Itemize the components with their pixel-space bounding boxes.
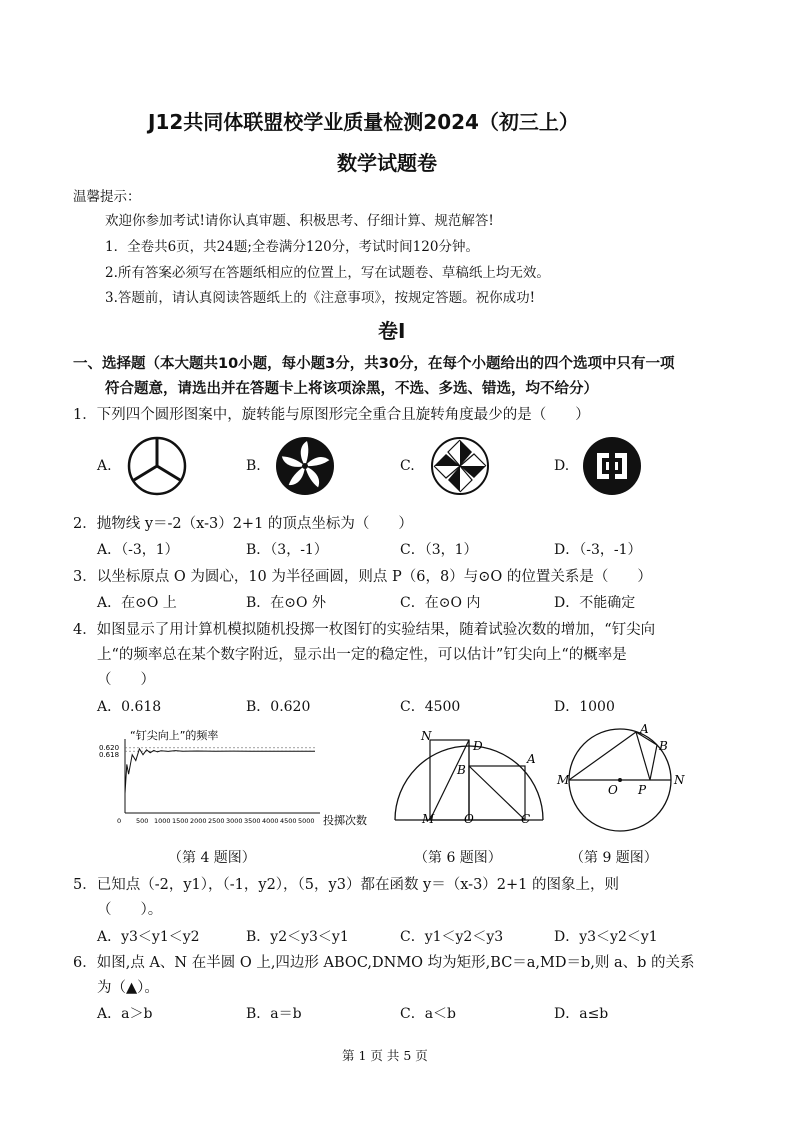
label-m: M — [557, 773, 570, 787]
q5-option-d: D．y3＜y2＜y1 — [554, 929, 658, 945]
section-heading-2: 符合题意，请选出并在答题卡上将该项涂黑，不选、多选、错选，均不给分） — [105, 381, 598, 397]
three-prong-emblem-icon — [127, 436, 187, 496]
q4-stem-line-1: 4．如图显示了用计算机模拟随机投掷一枚图钉的实验结果，随着试验次数的增加，“钉尖向 — [73, 622, 656, 638]
q5-option-b: B．y2＜y3＜y1 — [246, 929, 349, 945]
q5-stem-line-2: （ ）。 — [97, 902, 163, 918]
q2-stem: 2．抛物线 y＝-2（x-3）2+1 的顶点坐标为（ ） — [73, 516, 413, 532]
chart-xlabel: 投掷次数 — [323, 814, 367, 827]
label-m: M — [422, 812, 435, 826]
q5-option-c: C．y1＜y2＜y3 — [400, 929, 504, 945]
q4-stem-line-3: （ ） — [97, 672, 155, 688]
page-number: 第 1 页 共 5 页 — [342, 1048, 428, 1063]
pinwheel-emblem-icon — [430, 436, 490, 496]
tips-line-2: 2.所有答案必须写在答题纸相应的位置上，写在试题卷、草稿纸上均无效。 — [105, 265, 550, 281]
q6-option-c: C．a＜b — [400, 1006, 457, 1022]
q6-stem-line-2: 为（▲）。 — [97, 980, 159, 996]
tips-line-0: 欢迎你参加考试!请你认真审题、积极思考、仔细计算、规范解答! — [105, 213, 494, 229]
q3-option-a: A．在⊙O 上 — [97, 595, 177, 611]
coin-emblem-icon — [582, 436, 642, 496]
q4-option-a: A．0.618 — [97, 699, 162, 715]
q4-option-b: B．0.620 — [246, 699, 311, 715]
figure-6-semicircle — [390, 728, 550, 826]
label-n: N — [421, 729, 432, 743]
caption-figure-6: （第 6 题图） — [414, 850, 502, 866]
x-tick-label: 4500 — [280, 817, 297, 825]
x-tick-label: 2000 — [190, 817, 207, 825]
label-o: O — [464, 812, 474, 826]
q4-stem-line-2: 上“的频率总在某个数字附近，显示出一定的稳定性，可以估计”钉尖向上“的概率是 — [97, 647, 627, 663]
label-d: D — [473, 739, 483, 753]
frequency-series-line — [125, 749, 315, 794]
q2-option-d: D．（-3，-1） — [554, 542, 642, 558]
x-tick-label: 1000 — [154, 817, 171, 825]
x-tick-label: 2500 — [208, 817, 225, 825]
section-title: 卷Ⅰ — [378, 319, 406, 343]
paper-subtitle: 数学试题卷 — [337, 151, 437, 175]
x-tick-label: 0 — [117, 817, 122, 825]
q5-option-a: A．y3＜y1＜y2 — [97, 929, 200, 945]
tips-line-3: 3.答题前，请认真阅读答题纸上的《注意事项》，按规定答题。祝你成功! — [105, 290, 536, 306]
x-tick-label: 5000 — [298, 817, 315, 825]
q6-option-d: D．a≤b — [554, 1006, 609, 1022]
x-tick-label: 3000 — [226, 817, 243, 825]
tips-line-1: 1．全卷共6页，共24题;全卷满分120分，考试时间120分钟。 — [105, 239, 479, 255]
y-tick-label: 0.618 — [99, 751, 120, 760]
label-p: P — [638, 783, 647, 797]
x-tick-label: 4000 — [262, 817, 279, 825]
q1-option-d-label: D. — [554, 458, 570, 474]
x-tick-label: 1500 — [172, 817, 189, 825]
y-tick-label: 0.620 — [99, 743, 120, 752]
x-tick-label: 500 — [136, 817, 149, 825]
q1-option-c-label: C. — [400, 458, 415, 474]
q2-option-c: C．（3，1） — [400, 542, 478, 558]
q1-option-b-label: B. — [246, 458, 261, 474]
q6-stem-line-1: 6．如图,点 A、N 在半圆 O 上,四边形 ABOC,DNMO 均为矩形,BC＝a,MD＝b,则 a、b 的关系 — [73, 955, 695, 971]
q3-option-b: B．在⊙O 外 — [246, 595, 326, 611]
q6-option-b: B．a＝b — [246, 1006, 302, 1022]
exam-title: J12共同体联盟校学业质量检测2024（初三上） — [148, 110, 579, 134]
q3-stem: 3．以坐标原点 O 为圆心，10 为半径画圆，则点 P（6，8）与⊙O 的位置关系是（ ） — [73, 569, 652, 585]
label-b: B — [457, 763, 466, 777]
q5-stem-line-1: 5．已知点（-2，y1），（-1，y2），（5，y3）都在函数 y＝（x-3）2+1 的图象上，则 — [73, 877, 620, 893]
q4-option-c: C．4500 — [400, 699, 461, 715]
q3-option-c: C．在⊙O 内 — [400, 595, 481, 611]
q2-option-a: A．（-3，1） — [97, 542, 179, 558]
frequency-chart — [95, 725, 385, 830]
label-o: O — [608, 783, 618, 797]
label-a: A — [527, 752, 536, 766]
x-tick-label: 3500 — [244, 817, 261, 825]
q1-stem: 1．下列四个圆形图案中，旋转能与原图形完全重合且旋转角度最少的是（ ） — [73, 407, 590, 423]
figure-9-circle — [557, 722, 685, 837]
caption-figure-9: （第 9 题图） — [570, 850, 658, 866]
q6-option-a: A．a＞b — [97, 1006, 153, 1022]
section-heading-1: 一、选择题（本大题共10小题，每小题3分，共30分，在每个小题给出的四个选项中只有一项 — [73, 356, 675, 372]
chart-title: “钉尖向上”的频率 — [130, 729, 219, 742]
q2-option-b: B．（3，-1） — [246, 542, 328, 558]
label-c: C — [521, 812, 531, 826]
q3-option-d: D．不能确定 — [554, 595, 636, 611]
tips-label: 温馨提示： — [73, 189, 141, 205]
label-b: B — [659, 739, 668, 753]
five-petal-flower-emblem-icon — [275, 436, 335, 496]
label-n: N — [674, 773, 685, 787]
q1-option-a-label: A. — [97, 458, 112, 474]
q4-option-d: D．1000 — [554, 699, 615, 715]
caption-figure-4: （第 4 题图） — [168, 850, 256, 866]
label-a: A — [640, 722, 649, 736]
